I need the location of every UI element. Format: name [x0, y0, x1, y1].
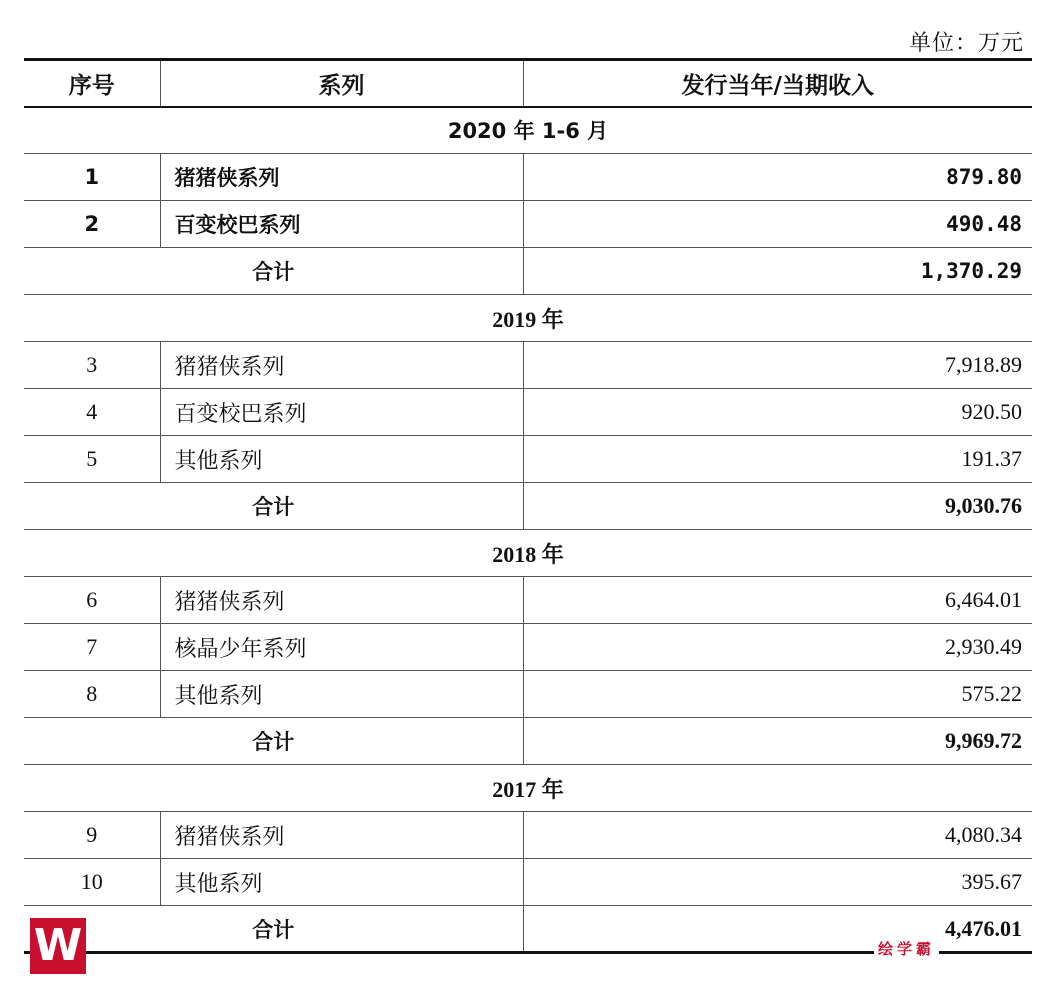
row-index: 10 — [24, 859, 160, 906]
row-series: 百变校巴系列 — [160, 389, 523, 436]
table-row — [24, 436, 1032, 483]
period-label: 2019 年 — [24, 295, 1032, 342]
row-series: 猪猪侠系列 — [160, 342, 523, 389]
period-row — [24, 295, 1032, 342]
total-value: 4,476.01 — [523, 906, 1032, 953]
row-value: 395.67 — [523, 859, 1032, 906]
row-value: 191.37 — [523, 436, 1032, 483]
row-series: 其他系列 — [160, 859, 523, 906]
header-series: 系列 — [160, 60, 523, 107]
table-row — [24, 201, 1032, 248]
table-header-row — [24, 60, 1032, 107]
table-row — [24, 859, 1032, 906]
total-label: 合计 — [24, 906, 523, 953]
row-series: 其他系列 — [160, 436, 523, 483]
revenue-table — [24, 58, 1032, 954]
row-index: 2 — [24, 201, 160, 248]
table-row — [24, 342, 1032, 389]
row-value: 575.22 — [523, 671, 1032, 718]
period-label: 2020 年 1-6 月 — [24, 107, 1032, 154]
unit-label: 单位：万元 — [908, 30, 1024, 55]
row-index: 1 — [24, 154, 160, 201]
watermark-brand-text: 绘学霸 — [874, 936, 939, 961]
table-row — [24, 389, 1032, 436]
total-value: 9,969.72 — [523, 718, 1032, 765]
row-index: 8 — [24, 671, 160, 718]
total-value: 1,370.29 — [523, 248, 1032, 295]
table-row — [24, 154, 1032, 201]
row-series: 其他系列 — [160, 671, 523, 718]
period-label: 2018 年 — [24, 530, 1032, 577]
row-index: 7 — [24, 624, 160, 671]
total-label: 合计 — [24, 248, 523, 295]
row-series: 猪猪侠系列 — [160, 154, 523, 201]
row-value: 920.50 — [523, 389, 1032, 436]
row-index: 5 — [24, 436, 160, 483]
row-series: 核晶少年系列 — [160, 624, 523, 671]
period-row — [24, 107, 1032, 154]
table-row — [24, 624, 1032, 671]
row-value: 7,918.89 — [523, 342, 1032, 389]
row-series: 猪猪侠系列 — [160, 812, 523, 859]
row-index: 6 — [24, 577, 160, 624]
period-row — [24, 765, 1032, 812]
header-index: 序号 — [24, 60, 160, 107]
row-value: 6,464.01 — [523, 577, 1032, 624]
total-row — [24, 248, 1032, 295]
total-row — [24, 483, 1032, 530]
header-revenue: 发行当年/当期收入 — [523, 60, 1032, 107]
row-value: 2,930.49 — [523, 624, 1032, 671]
total-row — [24, 718, 1032, 765]
period-row — [24, 530, 1032, 577]
table-row — [24, 812, 1032, 859]
row-value: 490.48 — [523, 201, 1032, 248]
table-row — [24, 671, 1032, 718]
row-index: 3 — [24, 342, 160, 389]
row-series: 猪猪侠系列 — [160, 577, 523, 624]
row-series: 百变校巴系列 — [160, 201, 523, 248]
total-label: 合计 — [24, 483, 523, 530]
row-index: 4 — [24, 389, 160, 436]
watermark-logo-icon: W — [30, 918, 86, 974]
table-row — [24, 577, 1032, 624]
period-label: 2017 年 — [24, 765, 1032, 812]
row-index: 9 — [24, 812, 160, 859]
row-value: 4,080.34 — [523, 812, 1032, 859]
total-value: 9,030.76 — [523, 483, 1032, 530]
total-label: 合计 — [24, 718, 523, 765]
row-value: 879.80 — [523, 154, 1032, 201]
